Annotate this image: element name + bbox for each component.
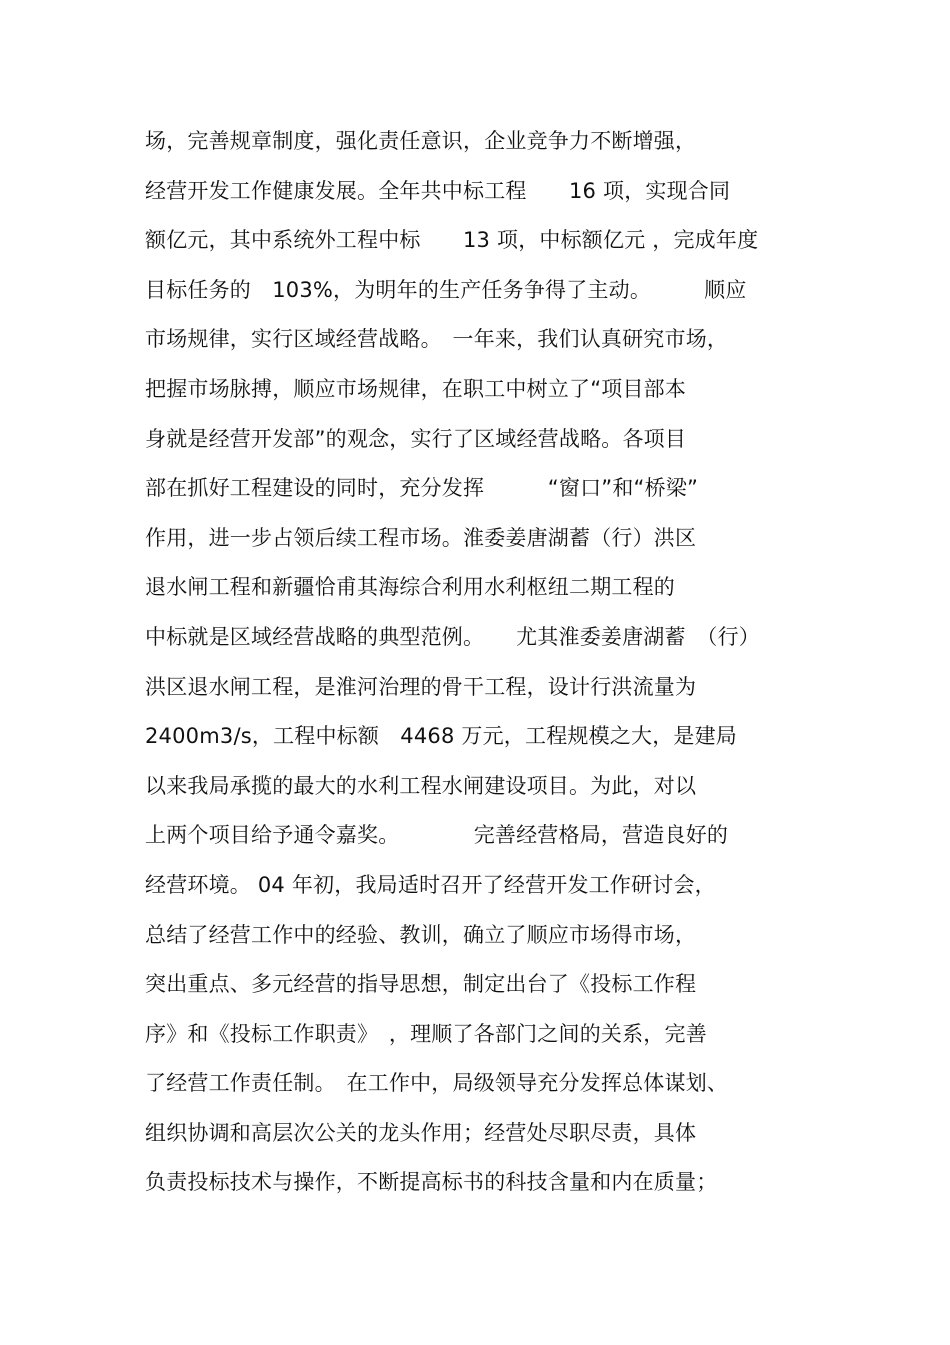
text-line: 目标任务的 103%，为明年的生产任务争得了主动。 顺应: [145, 277, 747, 302]
body-text: [145, 124, 825, 1215]
text-line: 2400m3/s，工程中标额 4468 万元，工程规模之大，是建局: [145, 724, 737, 749]
text-line: 经营开发工作健康发展。全年共中标工程 16 项，实现合同: [145, 178, 731, 203]
text-line: 以来我局承揽的最大的水利工程水闸建设项目。为此，对以: [145, 773, 697, 798]
text-line: 部在抓好工程建设的同时，充分发挥 “窗口”和“桥梁”: [145, 476, 699, 501]
text-line: 组织协调和高层次公关的龙头作用；经营处尽职尽责，具体: [145, 1120, 697, 1145]
text-line: 额亿元，其中系统外工程中标 13 项，中标额亿元 ，完成年度: [145, 228, 759, 253]
text-line: 把握市场脉搏，顺应市场规律，在职工中树立了“项目部本: [145, 376, 687, 401]
text-line: 作用，进一步占领后续工程市场。淮委姜唐湖蓄（行）洪区: [145, 525, 697, 550]
text-line: 场，完善规章制度，强化责任意识，企业竞争力不断增强，: [145, 129, 697, 153]
text-line: 突出重点、多元经营的指导思想，制定出台了《投标工作程: [145, 972, 697, 997]
text-line: 负责投标技术与操作，不断提高标书的科技含量和内在质量；: [145, 1170, 718, 1195]
text-line: 市场规律，实行区域经营战略。 一年来，我们认真研究市场，: [145, 327, 729, 352]
text-line: 总结了经营工作中的经验、教训，确立了顺应市场得市场，: [145, 922, 697, 947]
text-line: 了经营工作责任制。 在工作中，局级领导充分发挥总体谋划、: [145, 1071, 729, 1096]
text-line: 洪区退水闸工程，是淮河治理的骨干工程，设计行洪流量为: [145, 674, 697, 699]
text-line: 上两个项目给予通令嘉奖。 完善经营格局，营造良好的: [145, 823, 729, 848]
text-line: 序》和《投标工作职责》 ，理顺了各部门之间的关系，完善: [145, 1021, 707, 1046]
text-line: 退水闸工程和新疆恰甫其海综合利用水利枢纽二期工程的: [145, 575, 675, 600]
text-line: 中标就是区域经营战略的典型范例。 尤其淮委姜唐湖蓄 （行）: [145, 624, 760, 649]
text-line: 身就是经营开发部”的观念，实行了区域经营战略。各项目: [145, 426, 687, 451]
text-line: 经营环境。 04 年初，我局适时召开了经营开发工作研讨会，: [145, 872, 716, 897]
